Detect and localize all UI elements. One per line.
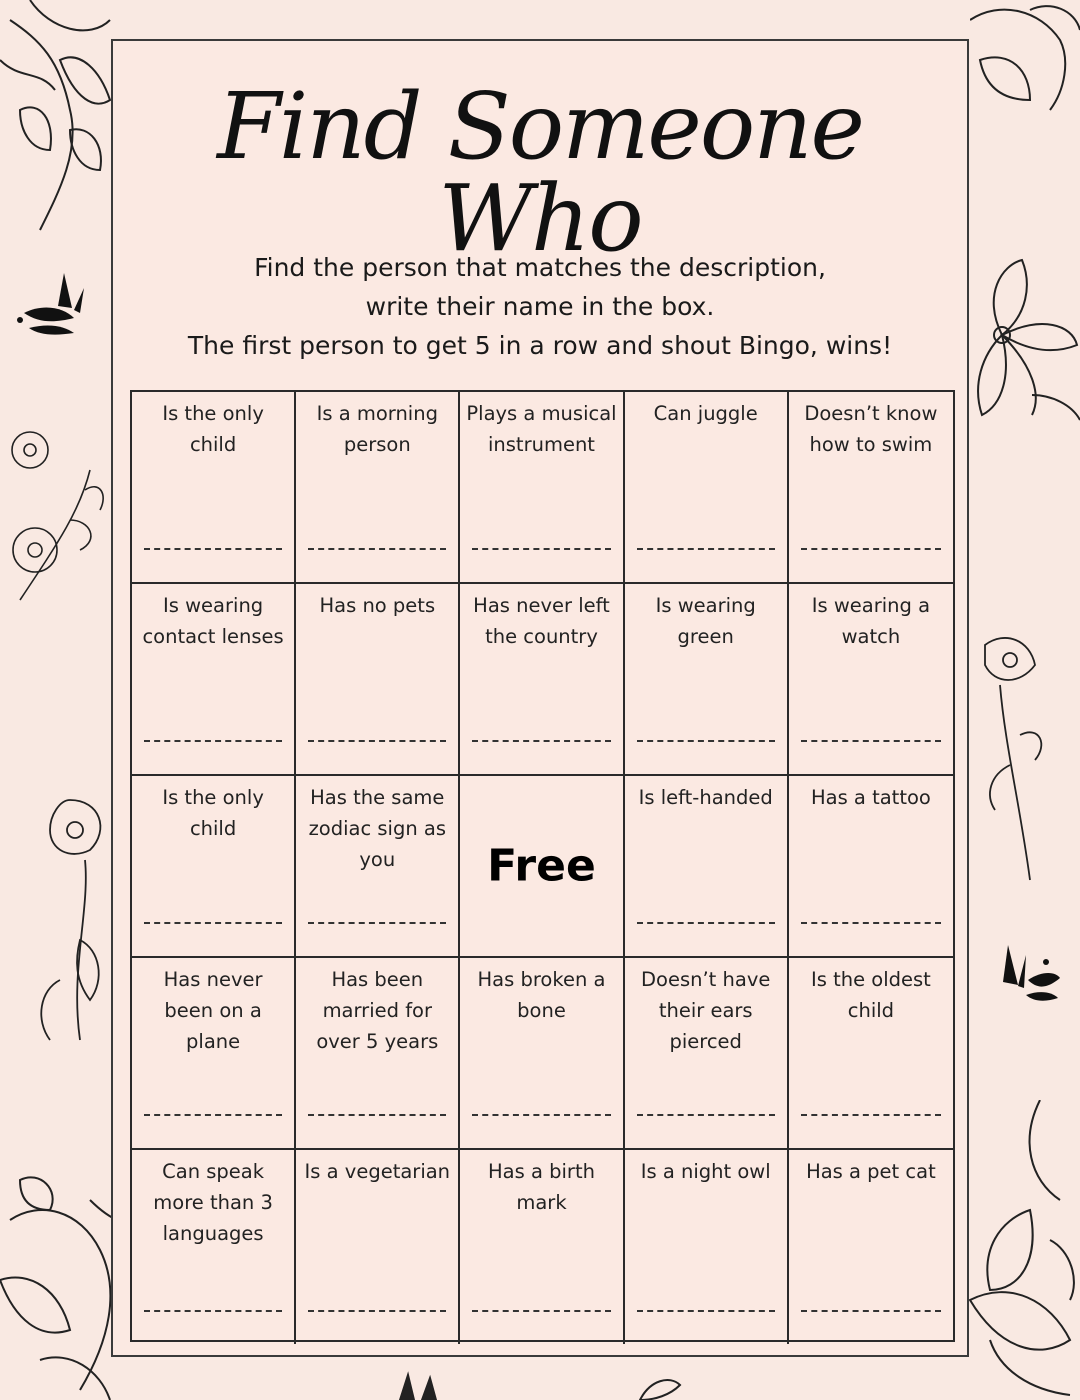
bingo-cell[interactable]: [625, 958, 789, 1150]
floral-decoration-top-left: [0, 0, 120, 240]
bingo-cell[interactable]: [296, 392, 460, 584]
bingo-cell[interactable]: [460, 1150, 624, 1344]
bingo-cell[interactable]: [460, 392, 624, 584]
cell-prompt: Can juggle: [653, 402, 758, 425]
name-line[interactable]: [144, 1310, 282, 1312]
bingo-cell[interactable]: [132, 958, 296, 1150]
name-line[interactable]: [637, 1310, 775, 1312]
name-line[interactable]: [801, 1310, 941, 1312]
name-line[interactable]: [472, 1310, 610, 1312]
name-line[interactable]: [637, 1114, 775, 1116]
name-line[interactable]: [637, 740, 775, 742]
cell-prompt: Has broken a bone: [477, 968, 606, 1022]
bingo-cell[interactable]: [625, 1150, 789, 1344]
bingo-cell[interactable]: [296, 584, 460, 776]
name-line[interactable]: [308, 548, 446, 550]
name-line[interactable]: [308, 1310, 446, 1312]
cell-prompt: Is the oldest child: [810, 968, 931, 1022]
cell-prompt: Is wearing green: [655, 594, 756, 648]
bingo-cell[interactable]: [296, 958, 460, 1150]
cell-prompt: Has a pet cat: [806, 1160, 936, 1183]
bingo-cell[interactable]: [132, 392, 296, 584]
bingo-cell[interactable]: [296, 776, 460, 958]
cell-prompt: Is the only child: [162, 786, 264, 840]
bingo-cell[interactable]: [789, 958, 953, 1150]
bingo-cell[interactable]: [625, 392, 789, 584]
cell-prompt: Has no pets: [319, 594, 436, 617]
cell-prompt: Is wearing contact lenses: [142, 594, 284, 648]
name-line[interactable]: [801, 922, 941, 924]
bingo-cell[interactable]: [132, 584, 296, 776]
bingo-card: [111, 39, 969, 1357]
free-cell: [460, 776, 624, 958]
bingo-cell[interactable]: [625, 776, 789, 958]
name-line[interactable]: [308, 1114, 446, 1116]
cell-prompt: Has never left the country: [473, 594, 610, 648]
name-line[interactable]: [472, 548, 610, 550]
name-line[interactable]: [144, 922, 282, 924]
cell-prompt: Plays a musical instrument: [466, 402, 617, 456]
cell-prompt: Has the same zodiac sign as you: [308, 786, 447, 871]
ink-splash-left: [14, 268, 94, 338]
cell-prompt: Can speak more than 3 languages: [153, 1160, 273, 1245]
page-title: Find Someone Who: [217, 73, 863, 272]
bingo-cell[interactable]: [625, 584, 789, 776]
name-line[interactable]: [472, 740, 610, 742]
cell-prompt: Is a vegetarian: [304, 1160, 451, 1183]
cell-prompt: Is a morning person: [316, 402, 438, 456]
name-line[interactable]: [801, 548, 941, 550]
cell-prompt: Has a tattoo: [810, 786, 931, 809]
name-line[interactable]: [801, 1114, 941, 1116]
instruction-line: The first person to get 5 in a row and shout Bingo, wins!: [187, 331, 893, 360]
cell-prompt: Is a night owl: [640, 1160, 771, 1183]
cell-prompt: Is the only child: [162, 402, 264, 456]
bingo-cell[interactable]: [789, 776, 953, 958]
bingo-cell[interactable]: [789, 1150, 953, 1344]
floral-decoration-left-middle: [0, 410, 112, 620]
flower-right-middle: [970, 625, 1050, 885]
instruction-line: write their name in the box.: [365, 292, 715, 321]
name-line[interactable]: [144, 740, 282, 742]
cell-prompt: Doesn’t have their ears pierced: [641, 968, 771, 1053]
free-label: Free: [487, 840, 596, 892]
cell-prompt: Has a birth mark: [488, 1160, 595, 1214]
name-line[interactable]: [144, 1114, 282, 1116]
bingo-grid: [130, 390, 955, 1342]
ink-splash-right: [988, 940, 1063, 1005]
instructions: [113, 248, 967, 365]
instruction-line: Find the person that matches the description,: [254, 253, 826, 282]
bingo-cell[interactable]: [460, 958, 624, 1150]
bingo-cell[interactable]: [132, 776, 296, 958]
floral-decoration-bottom-center: [380, 1370, 720, 1400]
floral-decoration-left-lower: [30, 790, 110, 1050]
name-line[interactable]: [472, 1114, 610, 1116]
name-line[interactable]: [144, 548, 282, 550]
name-line[interactable]: [801, 740, 941, 742]
bingo-cell[interactable]: [460, 584, 624, 776]
cell-prompt: Is left-handed: [638, 786, 773, 809]
bingo-cell[interactable]: [789, 584, 953, 776]
name-line[interactable]: [637, 922, 775, 924]
name-line[interactable]: [637, 548, 775, 550]
name-line[interactable]: [308, 922, 446, 924]
cell-prompt: Doesn’t know how to swim: [804, 402, 938, 456]
bingo-cell[interactable]: [296, 1150, 460, 1344]
cell-prompt: Has never been on a plane: [163, 968, 263, 1053]
cell-prompt: Is wearing a watch: [811, 594, 931, 648]
floral-decoration-top-right: [970, 0, 1080, 140]
cell-prompt: Has been married for over 5 years: [316, 968, 439, 1053]
bingo-cell[interactable]: [789, 392, 953, 584]
flower-right-upper: [972, 255, 1080, 425]
name-line[interactable]: [308, 740, 446, 742]
bingo-cell[interactable]: [132, 1150, 296, 1344]
